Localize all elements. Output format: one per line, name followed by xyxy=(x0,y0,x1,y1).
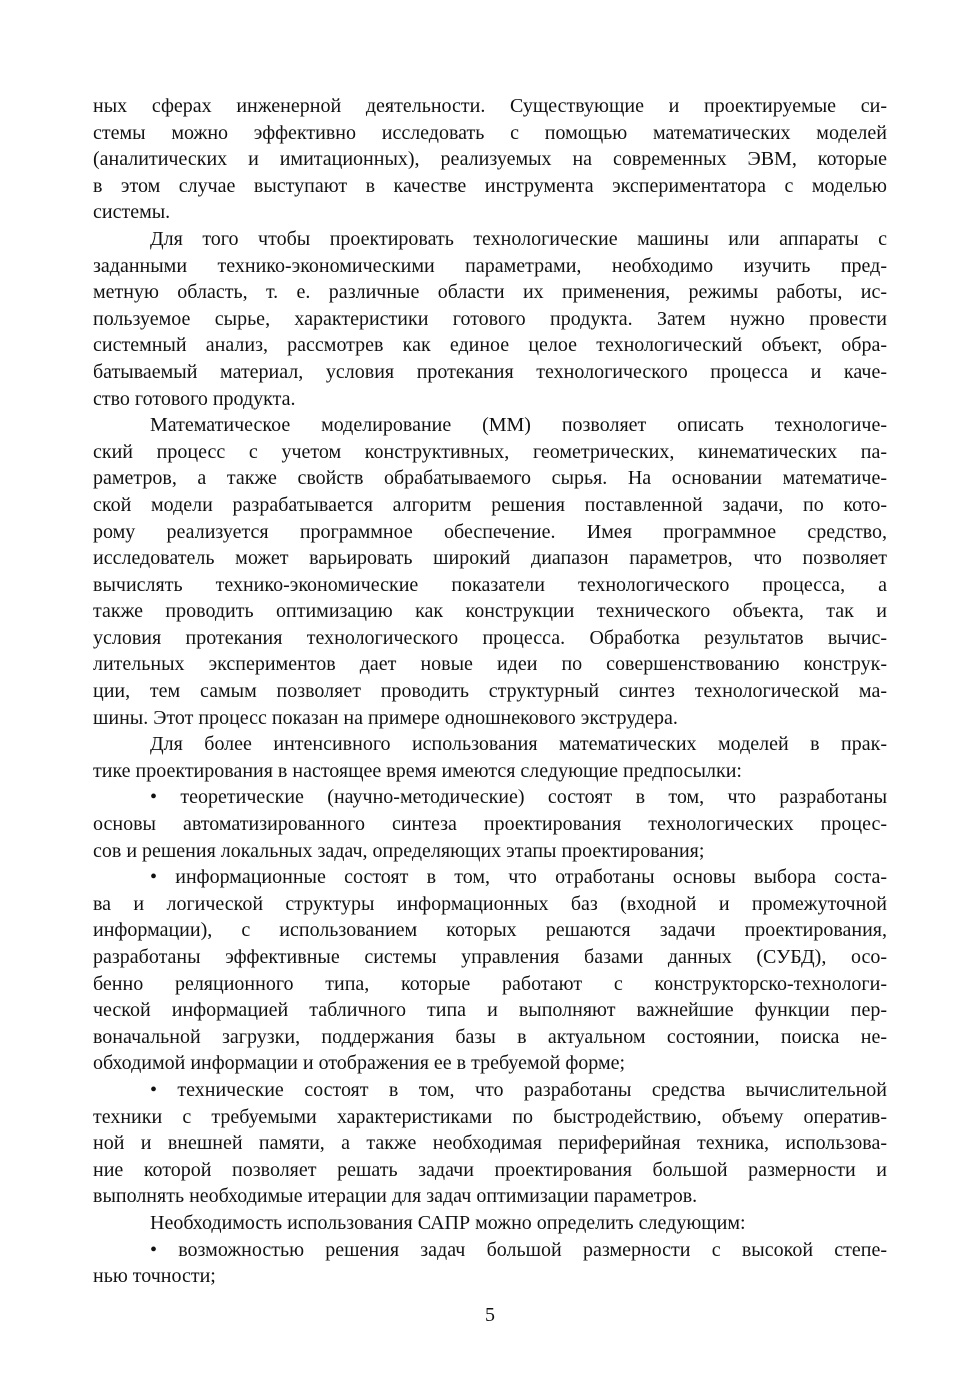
text-line: выполнять необходимые итерации для задач оптимизации параметров. xyxy=(93,1185,698,1208)
text-line: Необходимость использования САПР можно определить следующим: xyxy=(150,1211,746,1234)
text-line: ской модели разрабатывается алгоритм решения поставленной задачи, по кото- xyxy=(93,493,887,516)
text-line: ции, тем самым позволяет проводить структурный синтез технологической ма- xyxy=(93,680,887,703)
text-line: сов и решения локальных задач, определяющих этапы проектирования; xyxy=(93,839,705,862)
paragraph xyxy=(93,864,887,1077)
text-line: системный анализ, рассмотрев как единое целое технологический объект, обра- xyxy=(93,334,887,357)
text-line: разработаны эффективные системы управления базами данных (СУБД), осо- xyxy=(93,946,887,968)
text-line: • технические состоят в том, что разработаны средства вычислительной xyxy=(150,1078,887,1101)
text-line: техники с требуемыми характеристиками по быстродействию, объему оператив- xyxy=(93,1105,887,1128)
text-line: вычислять технико-экономические показатели технологического процесса, а xyxy=(93,573,887,596)
paragraph xyxy=(93,731,887,784)
text-line: метную область, т. е. различные области их применения, режимы работы, ис- xyxy=(93,281,887,304)
text-line: Для того чтобы проектировать технологические машины или аппараты с xyxy=(150,227,887,250)
text-line: системы. xyxy=(93,201,171,224)
paragraph xyxy=(93,784,887,864)
paragraph xyxy=(93,1077,887,1210)
text-line: • информационные состоят в том, что отработаны основы выбора соста- xyxy=(150,866,887,889)
text-line: батываемый материал, условия протекания технологического процесса и каче- xyxy=(93,360,887,383)
text-line: раметров, а также свойств обрабатываемого сырья. На основании математиче- xyxy=(93,467,887,490)
text-line: тике проектирования в настоящее время имеются следующие предпосылки: xyxy=(93,759,742,782)
text-line: условия протекания технологического процесса. Обработка результатов вычис- xyxy=(93,626,887,649)
text-line: основы автоматизированного синтеза проектирования технологических процес- xyxy=(93,813,887,836)
text-line: ческой информацией табличного типа и выполняют важнейшие функции пер- xyxy=(93,999,887,1022)
text-line: рому реализуется программное обеспечение. Имея программное средство, xyxy=(93,520,887,543)
text-line: заданными технико-экономическими параметрами, необходимо изучить пред- xyxy=(93,254,887,277)
text-line: пользуемое сырье, характеристики готового продукта. Затем нужно провести xyxy=(93,307,887,330)
text-line: в этом случае выступают в качестве инструмента экспериментатора с моделью xyxy=(93,174,887,197)
text-line: исследователь может варьировать широкий диапазон параметров, что позволяет xyxy=(93,547,887,570)
text-line: ство готового продукта. xyxy=(93,387,296,410)
text-line: Математическое моделирование (ММ) позволяет описать технологиче- xyxy=(150,414,887,437)
text-line: шины. Этот процесс показан на примере одношнекового экструдера. xyxy=(93,706,678,729)
text-line: информации), с использованием которых решаются задачи проектирования, xyxy=(93,919,887,942)
paragraph xyxy=(93,93,887,226)
text-line: Для более интенсивного использования математических моделей в прак- xyxy=(150,733,887,756)
text-line: • возможностью решения задач большой размерности с высокой степе- xyxy=(150,1238,887,1261)
text-line: • теоретические (научно-методические) состоят в том, что разработаны xyxy=(150,786,887,809)
text-line: ной и внешней памяти, а также необходимая периферийная техника, использова- xyxy=(93,1132,887,1155)
text-line: лительных экспериментов дает новые идеи по совершенствованию конструк- xyxy=(93,653,887,676)
text-line: воначальной загрузки, поддержания базы в актуальном состоянии, поиска не- xyxy=(93,1025,887,1048)
text-line: ва и логической структуры информационных баз (входной и промежуточной xyxy=(93,892,887,915)
paragraph xyxy=(93,1210,887,1237)
text-line: также проводить оптимизацию как конструкции технического объекта, так и xyxy=(93,600,887,623)
text-line: бенно реляционного типа, которые работают с конструкторско-технологи- xyxy=(93,972,887,995)
text-line: нью точности; xyxy=(93,1265,216,1288)
text-line: ский процесс с учетом конструктивных, геометрических, кинематических па- xyxy=(93,440,887,463)
text-line: ние которой позволяет решать задачи проектирования большой размерности и xyxy=(93,1158,887,1181)
paragraph xyxy=(93,226,887,412)
paragraph xyxy=(93,412,887,731)
text-line: (аналитических и имитационных), реализуемых на современных ЭВМ, которые xyxy=(93,148,887,171)
page-body xyxy=(93,93,887,1290)
text-line: ных сферах инженерной деятельности. Существующие и проектируемые си- xyxy=(93,95,887,117)
page-number: 5 xyxy=(485,1304,495,1326)
paragraph xyxy=(93,1237,887,1290)
text-line: стемы можно эффективно исследовать с помощью математических моделей xyxy=(93,121,887,144)
text-line: обходимой информации и отображения ее в требуемой форме; xyxy=(93,1052,626,1075)
